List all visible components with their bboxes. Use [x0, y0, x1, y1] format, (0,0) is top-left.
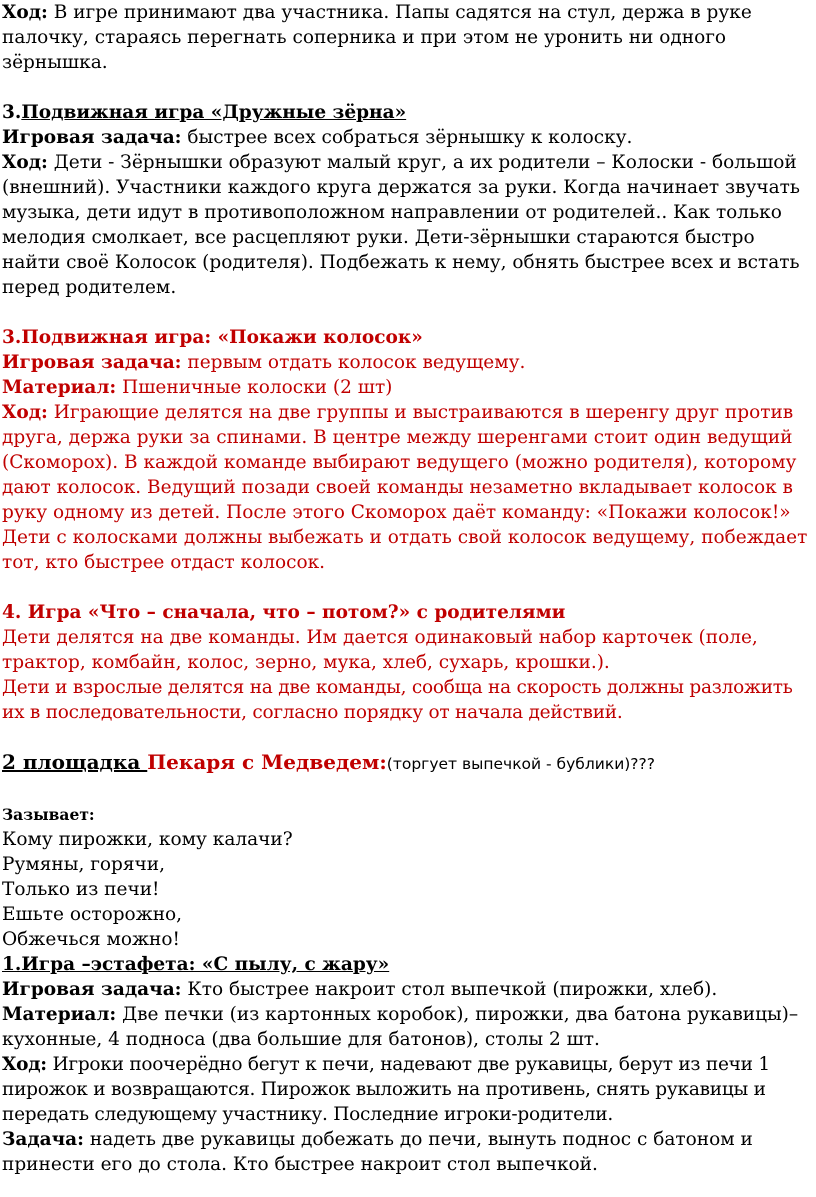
paragraph-game-task	[2, 350, 810, 375]
heading-chto-snachala: 4. Игра «Что – сначала, что – потом?» с родителями	[2, 602, 566, 623]
material-text: Пшеничные колоски (2 шт)	[116, 377, 393, 398]
hod-text: Игроки поочерёдно бегут к печи, надевают две рукавицы, берут из печи 1 пирожок и возвращаются. Пирожок выложить на противень, снять рукавицы и передать следующему участнику. Последние игроки-родители.	[2, 1054, 770, 1125]
material-label: Материал:	[2, 1004, 117, 1025]
paragraph-material	[2, 375, 810, 400]
verse-line: Обжечься можно!	[2, 929, 180, 950]
heading-s-pylu-s-zharu: 1.Игра –эстафета: «С пылу, с жару»	[2, 954, 390, 975]
verse-line: Кому пирожки, кому калачи?	[2, 829, 293, 850]
paragraph-teams: Дети и взрослые делятся на две команды, сообща на скорость должны разложить их в последовательности, согласно порядку от начала действий.	[2, 677, 793, 723]
spacer	[2, 300, 810, 325]
baker-note: (торгует выпечкой - бублики)???	[386, 755, 655, 773]
material-label: Материал:	[2, 377, 117, 398]
zadacha-label: Задача:	[2, 1129, 85, 1150]
hod-text: В игре принимают два участника. Папы садятся на стул, держа в руке палочку, стараясь перегнать соперника и при этом не уронить ни одного зёрнышка.	[2, 2, 752, 73]
task-text: Кто быстрее накроит стол выпечкой (пирожки, хлеб).	[181, 979, 718, 1000]
hod-label: Ход:	[2, 1054, 47, 1075]
material-text: Две печки (из картонных коробок), пирожки, два батона рукавицы)– кухонные, 4 подноса (два большие для батонов), столы 2 шт.	[2, 1004, 799, 1050]
heading-druzhnye-zerna	[2, 100, 810, 125]
spacer	[2, 575, 810, 600]
paragraph-game-task	[2, 977, 810, 1002]
hod-label: Ход:	[2, 152, 48, 173]
heading-title: Подвижная игра «Дружные зёрна»	[21, 102, 407, 123]
paragraph-hod	[2, 400, 810, 575]
task-text: первым отдать колосок ведущему.	[181, 352, 526, 373]
spacer	[2, 725, 810, 750]
verse-line: Ешьте осторожно,	[2, 904, 183, 925]
paragraph-hod	[2, 150, 810, 300]
heading-number: 3.	[2, 102, 22, 123]
paragraph-game-task	[2, 125, 810, 150]
heading-platform-2	[2, 750, 810, 777]
paragraph-hod-intro	[2, 0, 810, 75]
paragraph-material	[2, 1002, 810, 1052]
hod-text: Дети - Зёрнышки образуют малый круг, а их родители – Колоски - большой (внешний). Участники каждого круга держатся за руки. Когда начинает звучать музыка, дети идут в противоположном направлении от родителей.. Как только мелодия смолкает, все расцепляют руки. Дети-зёрнышки стараются быстро найти своё Колосок (родителя). Подбежать к нему, обнять быстрее всех и встать перед родителем.	[2, 152, 800, 298]
hod-label: Ход:	[2, 402, 48, 423]
baker-label: Пекаря с Медведем:	[147, 750, 387, 774]
paragraph-zadacha	[2, 1127, 810, 1177]
zadacha-text: надеть две рукавицы добежать до печи, вынуть поднос с батоном и принести его до стола. Кто быстрее накроит стол выпечкой.	[2, 1129, 753, 1175]
spacer	[2, 75, 810, 100]
paragraph-hod	[2, 1052, 810, 1127]
task-label: Игровая задача:	[2, 127, 182, 148]
section-pokazhi-kolosok	[2, 325, 810, 575]
paragraph-cards: Дети делятся на две команды. Им дается одинаковый набор карточек (поле, трактор, комбайн, колос, зерно, мука, хлеб, сухарь, крошки.).	[2, 627, 758, 673]
verse-line: Только из печи!	[2, 879, 160, 900]
hod-label: Ход:	[2, 2, 48, 23]
spacer	[2, 777, 810, 802]
heading-pokazhi-kolosok: 3.Подвижная игра: «Покажи колосок»	[2, 327, 423, 348]
section-chto-snachala	[2, 600, 810, 725]
zazyvaet-label: Зазывает:	[2, 805, 95, 824]
task-label: Игровая задача:	[2, 352, 182, 373]
task-label: Игровая задача:	[2, 979, 182, 1000]
hod-text: Играющие делятся на две группы и выстраиваются в шеренгу друг против друга, держа руки за спинами. В центре между шеренгами стоит один ведущий (Скоморох). В каждой команде выбирают ведущего (можно родителя), которому дают колосок. Ведущий позади своей команды незаметно вкладывает колосок в руку одному из детей. После этого Скоморох даёт команду: «Покажи колосок!» Дети с колосками должны выбежать и отдать свой колосок ведущему, побеждает тот, кто быстрее отдаст колосок.	[2, 402, 808, 573]
verse-line: Румяны, горячи,	[2, 854, 165, 875]
platform-label: 2 площадка	[2, 750, 148, 774]
task-text: быстрее всех собраться зёрнышку к колоску.	[181, 127, 633, 148]
